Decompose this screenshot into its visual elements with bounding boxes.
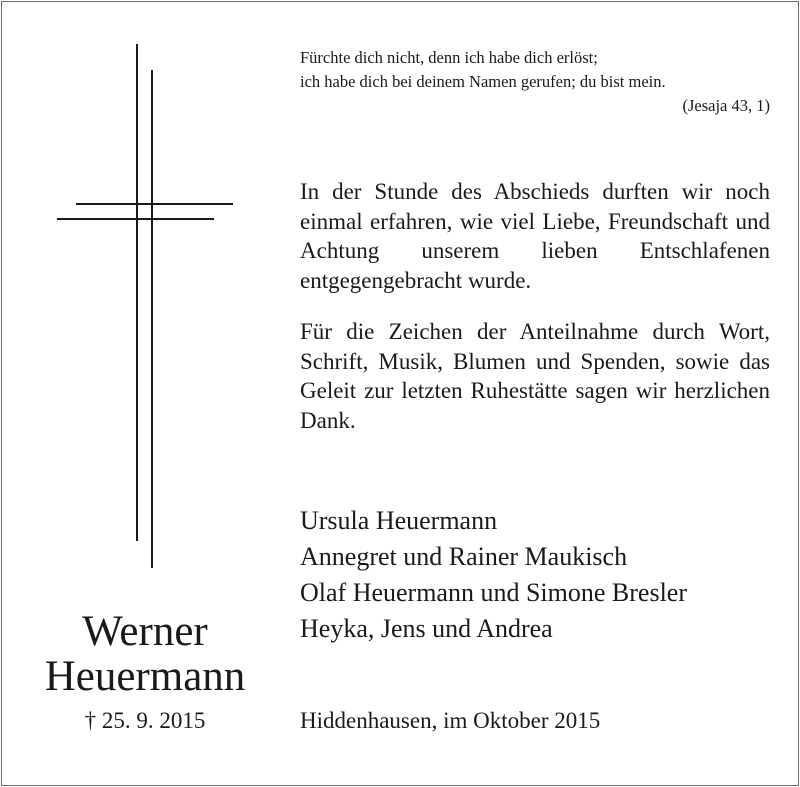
mourner-name: Annegret und Rainer Maukisch [300,542,628,571]
thanks-paragraph-2: Für die Zeichen der Anteilnahme durch Wort, Schrift, Musik, Blumen und Spenden, sowie das Geleit zur letzten Ruhestätte sagen wir herzlichen Dank. [300,319,770,433]
mourner-name: Heyka, Jens und Andrea [300,614,553,643]
deceased-first-name: Werner [82,608,208,655]
bible-verse [300,46,770,118]
thanks-paragraph-1: In der Stunde des Abschieds durften wir noch einmal erfahren, wie viel Liebe, Freundschaft und Achtung unserem lieben Entschlafenen entgegengebracht wurde. [300,179,770,293]
mourner-name: Ursula Heuermann [300,506,498,535]
cross-vertical-bar-left [136,44,138,541]
death-date: † 25. 9. 2015 [84,708,206,733]
deceased-last-name: Heuermann [44,653,246,700]
mourner-name: Olaf Heuermann und Simone Bresler [300,578,688,607]
cross-horizontal-bar-bottom [57,218,214,220]
cross-horizontal-bar-top [76,203,233,205]
verse-reference: (Jesaja 43, 1) [682,96,770,115]
verse-line-1: Fürchte dich nicht, denn ich habe dich erlöst; [300,48,598,67]
cross-vertical-bar-right [151,70,153,568]
mourner-list [300,503,780,647]
place-and-date: Hiddenhausen, im Oktober 2015 [300,708,601,733]
verse-line-2: ich habe dich bei deinem Namen gerufen; du bist mein. [300,72,666,91]
